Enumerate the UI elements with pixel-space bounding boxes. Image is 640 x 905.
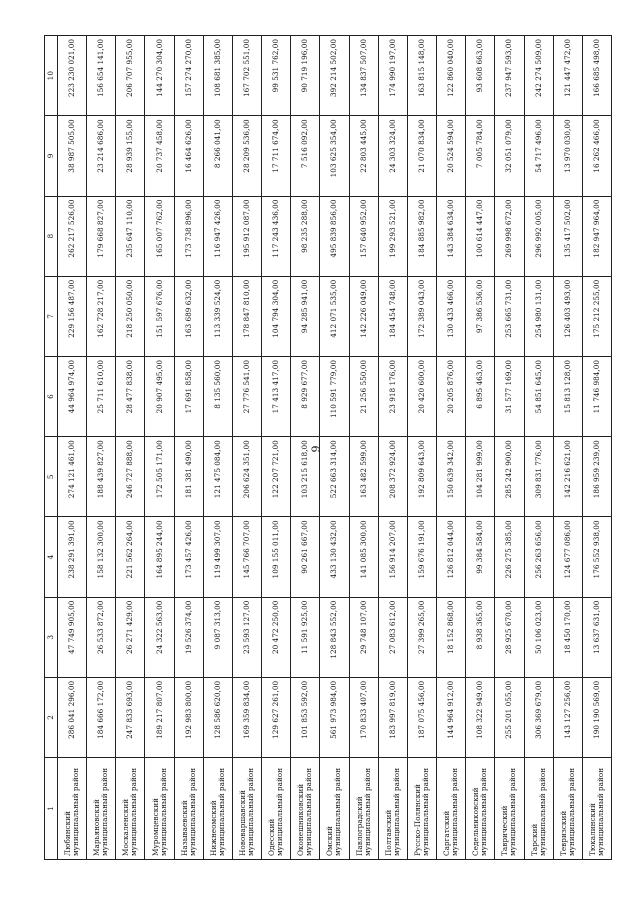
district-name-cell: Любинский муниципальный район <box>58 758 87 860</box>
rotated-table-sheet <box>44 35 612 860</box>
district-name-cell: Муромцевский муниципальный район <box>145 758 174 860</box>
district-name-cell: Москаленский муниципальный район <box>116 758 145 860</box>
amount-cell: 23 918 176,00 <box>378 356 407 436</box>
amount-cell: 28 477 838,00 <box>116 356 145 436</box>
amount-cell: 237 947 593,00 <box>495 36 524 116</box>
amount-cell: 246 727 888,00 <box>116 437 145 517</box>
amount-cell: 169 359 834,00 <box>232 677 261 757</box>
amount-cell: 8 929 677,00 <box>291 356 320 436</box>
amount-cell: 18 450 170,00 <box>553 597 582 677</box>
amount-cell: 20 420 600,00 <box>407 356 436 436</box>
amount-cell: 296 992 005,00 <box>524 196 553 276</box>
amount-cell: 247 833 693,00 <box>116 677 145 757</box>
amount-cell: 13 637 631,00 <box>582 597 611 677</box>
amount-cell: 143 384 634,00 <box>437 196 466 276</box>
district-name-cell: Русско-Полянский муниципальный район <box>407 758 436 860</box>
amount-cell: 221 562 264,00 <box>116 517 145 597</box>
table-row <box>87 36 116 860</box>
table-row <box>58 36 87 860</box>
column-header: 4 <box>45 517 58 597</box>
amount-cell: 20 737 458,00 <box>145 116 174 196</box>
amount-cell: 26 271 429,00 <box>116 597 145 677</box>
amount-cell: 223 230 021,00 <box>58 36 87 116</box>
amount-cell: 229 156 487,00 <box>58 276 87 356</box>
column-header: 9 <box>45 116 58 196</box>
amount-cell: 306 369 679,00 <box>524 677 553 757</box>
column-header: 7 <box>45 276 58 356</box>
amount-cell: 412 071 535,00 <box>320 276 349 356</box>
amount-cell: 269 998 672,00 <box>495 196 524 276</box>
district-name-cell: Тарский муниципальный район <box>524 758 553 860</box>
amount-cell: 238 291 391,00 <box>58 517 87 597</box>
district-name-cell: Павлоградский муниципальный район <box>349 758 378 860</box>
district-name-cell: Марьяновский муниципальный район <box>87 758 116 860</box>
district-name-cell: Седельниковский муниципальный район <box>466 758 495 860</box>
district-name-cell: Оконешниковский муниципальный район <box>291 758 320 860</box>
amount-cell: 20 472 250,00 <box>262 597 291 677</box>
amount-cell: 309 831 776,00 <box>524 437 553 517</box>
amount-cell: 27 399 265,00 <box>407 597 436 677</box>
amount-cell: 124 677 086,00 <box>553 517 582 597</box>
amount-cell: 157 640 952,00 <box>349 196 378 276</box>
amount-cell: 176 552 938,00 <box>582 517 611 597</box>
amount-cell: 226 275 385,00 <box>495 517 524 597</box>
amount-cell: 144 270 304,00 <box>145 36 174 116</box>
table-row <box>437 36 466 860</box>
table-row <box>466 36 495 860</box>
amount-cell: 17 711 674,00 <box>262 116 291 196</box>
amount-cell: 172 505 171,00 <box>145 437 174 517</box>
amount-cell: 192 983 800,00 <box>174 677 203 757</box>
column-header: 8 <box>45 196 58 276</box>
amount-cell: 178 847 810,00 <box>232 276 261 356</box>
amount-cell: 126 403 493,00 <box>553 276 582 356</box>
amount-cell: 20 524 594,00 <box>437 116 466 196</box>
amount-cell: 7 516 092,00 <box>291 116 320 196</box>
amount-cell: 166 685 498,00 <box>582 36 611 116</box>
amount-cell: 122 207 721,00 <box>262 437 291 517</box>
amount-cell: 183 997 819,00 <box>378 677 407 757</box>
amount-cell: 392 214 502,00 <box>320 36 349 116</box>
amount-cell: 187 075 456,00 <box>407 677 436 757</box>
amount-cell: 495 839 856,00 <box>320 196 349 276</box>
amount-cell: 186 959 239,00 <box>582 437 611 517</box>
amount-cell: 141 085 300,00 <box>349 517 378 597</box>
amount-cell: 172 389 043,00 <box>407 276 436 356</box>
amount-cell: 103 625 354,00 <box>320 116 349 196</box>
amount-cell: 13 970 030,00 <box>553 116 582 196</box>
amount-cell: 94 285 941,00 <box>291 276 320 356</box>
amount-cell: 24 322 563,00 <box>145 597 174 677</box>
amount-cell: 142 226 049,00 <box>349 276 378 356</box>
table-row <box>553 36 582 860</box>
amount-cell: 174 990 197,00 <box>378 36 407 116</box>
amount-cell: 253 665 731,00 <box>495 276 524 356</box>
amount-cell: 31 577 169,00 <box>495 356 524 436</box>
table-row <box>203 36 232 860</box>
amount-cell: 11 591 925,00 <box>291 597 320 677</box>
amount-cell: 144 964 912,00 <box>437 677 466 757</box>
district-name-cell: Нововаршавский муниципальный район <box>232 758 261 860</box>
amount-cell: 159 676 191,00 <box>407 517 436 597</box>
column-header: 3 <box>45 597 58 677</box>
amount-cell: 24 303 324,00 <box>378 116 407 196</box>
amount-cell: 173 457 426,00 <box>174 517 203 597</box>
amount-cell: 27 083 612,00 <box>378 597 407 677</box>
budget-table <box>44 35 612 860</box>
amount-cell: 145 766 707,00 <box>232 517 261 597</box>
amount-cell: 97 386 536,00 <box>466 276 495 356</box>
amount-cell: 208 372 924,00 <box>378 437 407 517</box>
amount-cell: 119 499 307,00 <box>203 517 232 597</box>
amount-cell: 206 624 351,00 <box>232 437 261 517</box>
table-row <box>174 36 203 860</box>
amount-cell: 16 262 466,00 <box>582 116 611 196</box>
column-header: 5 <box>45 437 58 517</box>
amount-cell: 27 776 541,00 <box>232 356 261 436</box>
amount-cell: 190 190 569,00 <box>582 677 611 757</box>
district-name-cell: Нижнеомский муниципальный район <box>203 758 232 860</box>
amount-cell: 164 895 244,00 <box>145 517 174 597</box>
amount-cell: 23 593 127,00 <box>232 597 261 677</box>
amount-cell: 218 250 050,00 <box>116 276 145 356</box>
amount-cell: 50 106 023,00 <box>524 597 553 677</box>
amount-cell: 21 256 550,00 <box>349 356 378 436</box>
table-header-row <box>45 36 58 860</box>
table-row <box>145 36 174 860</box>
column-header: 6 <box>45 356 58 436</box>
amount-cell: 20 907 495,00 <box>145 356 174 436</box>
amount-cell: 167 702 551,00 <box>232 36 261 116</box>
table-row <box>582 36 611 860</box>
amount-cell: 285 242 900,00 <box>495 437 524 517</box>
district-name-cell: Саргатский муниципальный район <box>437 758 466 860</box>
amount-cell: 286 041 296,00 <box>58 677 87 757</box>
amount-cell: 235 647 110,00 <box>116 196 145 276</box>
amount-cell: 256 263 656,00 <box>524 517 553 597</box>
amount-cell: 189 217 807,00 <box>145 677 174 757</box>
amount-cell: 195 912 087,00 <box>232 196 261 276</box>
amount-cell: 163 689 632,00 <box>174 276 203 356</box>
amount-cell: 262 217 526,00 <box>58 196 87 276</box>
amount-cell: 116 947 426,00 <box>203 196 232 276</box>
amount-cell: 242 274 509,00 <box>524 36 553 116</box>
table-row <box>378 36 407 860</box>
district-name-cell: Таврический муниципальный район <box>495 758 524 860</box>
district-name-cell: Полтавский муниципальный район <box>378 758 407 860</box>
amount-cell: 8 135 560,00 <box>203 356 232 436</box>
amount-cell: 170 833 407,00 <box>349 677 378 757</box>
amount-cell: 28 925 670,00 <box>495 597 524 677</box>
amount-cell: 98 235 288,00 <box>291 196 320 276</box>
amount-cell: 143 127 256,00 <box>553 677 582 757</box>
table-row <box>291 36 320 860</box>
amount-cell: 23 214 686,00 <box>87 116 116 196</box>
amount-cell: 8 938 365,00 <box>466 597 495 677</box>
amount-cell: 38 987 505,00 <box>58 116 87 196</box>
amount-cell: 108 322 949,00 <box>466 677 495 757</box>
amount-cell: 158 132 300,00 <box>87 517 116 597</box>
amount-cell: 20 205 876,00 <box>437 356 466 436</box>
amount-cell: 162 728 217,00 <box>87 276 116 356</box>
amount-cell: 130 433 466,00 <box>437 276 466 356</box>
table-row <box>262 36 291 860</box>
district-name-cell: Одесский муниципальный район <box>262 758 291 860</box>
amount-cell: 206 707 955,00 <box>116 36 145 116</box>
amount-cell: 135 417 502,00 <box>553 196 582 276</box>
amount-cell: 163 482 599,00 <box>349 437 378 517</box>
amount-cell: 25 711 610,00 <box>87 356 116 436</box>
amount-cell: 103 215 618,00 <box>291 437 320 517</box>
amount-cell: 28 939 155,00 <box>116 116 145 196</box>
amount-cell: 121 447 472,00 <box>553 36 582 116</box>
amount-cell: 184 454 748,00 <box>378 276 407 356</box>
table-row <box>320 36 349 860</box>
amount-cell: 274 121 461,00 <box>58 437 87 517</box>
amount-cell: 175 212 255,00 <box>582 276 611 356</box>
amount-cell: 117 243 436,00 <box>262 196 291 276</box>
district-name-cell: Называевский муниципальный район <box>174 758 203 860</box>
table-row <box>349 36 378 860</box>
district-name-cell: Тевризский муниципальный район <box>553 758 582 860</box>
amount-cell: 11 746 984,00 <box>582 356 611 436</box>
amount-cell: 157 274 270,00 <box>174 36 203 116</box>
amount-cell: 184 666 172,00 <box>87 677 116 757</box>
amount-cell: 522 663 314,00 <box>320 437 349 517</box>
amount-cell: 156 654 141,00 <box>87 36 116 116</box>
amount-cell: 104 794 304,00 <box>262 276 291 356</box>
amount-cell: 100 614 447,00 <box>466 196 495 276</box>
amount-cell: 156 914 207,00 <box>378 517 407 597</box>
amount-cell: 561 973 984,00 <box>320 677 349 757</box>
amount-cell: 179 668 827,00 <box>87 196 116 276</box>
amount-cell: 122 860 040,00 <box>437 36 466 116</box>
amount-cell: 19 526 374,00 <box>174 597 203 677</box>
table-body <box>58 36 612 860</box>
amount-cell: 47 749 905,00 <box>58 597 87 677</box>
amount-cell: 150 639 342,00 <box>437 437 466 517</box>
amount-cell: 108 681 385,00 <box>203 36 232 116</box>
amount-cell: 192 809 643,00 <box>407 437 436 517</box>
amount-cell: 433 130 432,00 <box>320 517 349 597</box>
amount-cell: 15 813 128,00 <box>553 356 582 436</box>
table-row <box>232 36 261 860</box>
amount-cell: 99 384 584,00 <box>466 517 495 597</box>
amount-cell: 129 627 261,00 <box>262 677 291 757</box>
column-header: 2 <box>45 677 58 757</box>
amount-cell: 255 201 055,00 <box>495 677 524 757</box>
amount-cell: 29 748 107,00 <box>349 597 378 677</box>
amount-cell: 142 216 621,00 <box>553 437 582 517</box>
amount-cell: 26 533 872,00 <box>87 597 116 677</box>
amount-cell: 113 339 524,00 <box>203 276 232 356</box>
amount-cell: 93 608 663,00 <box>466 36 495 116</box>
amount-cell: 17 413 417,00 <box>262 356 291 436</box>
amount-cell: 126 812 044,00 <box>437 517 466 597</box>
amount-cell: 110 591 779,00 <box>320 356 349 436</box>
amount-cell: 54 717 496,00 <box>524 116 553 196</box>
amount-cell: 128 586 620,00 <box>203 677 232 757</box>
table-row <box>495 36 524 860</box>
amount-cell: 104 281 999,00 <box>466 437 495 517</box>
amount-cell: 121 475 084,00 <box>203 437 232 517</box>
table-row <box>116 36 145 860</box>
amount-cell: 99 531 762,00 <box>262 36 291 116</box>
amount-cell: 6 895 463,00 <box>466 356 495 436</box>
amount-cell: 151 597 676,00 <box>145 276 174 356</box>
amount-cell: 173 738 896,00 <box>174 196 203 276</box>
amount-cell: 199 293 521,00 <box>378 196 407 276</box>
amount-cell: 90 261 667,00 <box>291 517 320 597</box>
amount-cell: 109 155 011,00 <box>262 517 291 597</box>
amount-cell: 188 439 827,00 <box>87 437 116 517</box>
amount-cell: 184 885 982,00 <box>407 196 436 276</box>
district-name-cell: Тюкалинский муниципальный район <box>582 758 611 860</box>
page-number: 9 <box>309 445 323 453</box>
amount-cell: 18 152 868,00 <box>437 597 466 677</box>
amount-cell: 128 843 552,00 <box>320 597 349 677</box>
amount-cell: 7 005 784,00 <box>466 116 495 196</box>
table-row <box>524 36 553 860</box>
amount-cell: 16 464 626,00 <box>174 116 203 196</box>
amount-cell: 181 381 490,00 <box>174 437 203 517</box>
amount-cell: 182 947 964,00 <box>582 196 611 276</box>
amount-cell: 21 070 834,00 <box>407 116 436 196</box>
amount-cell: 165 007 762,00 <box>145 196 174 276</box>
district-name-cell: Омский муниципальный район <box>320 758 349 860</box>
amount-cell: 28 209 536,00 <box>232 116 261 196</box>
amount-cell: 32 051 079,00 <box>495 116 524 196</box>
amount-cell: 254 980 131,00 <box>524 276 553 356</box>
amount-cell: 163 815 148,00 <box>407 36 436 116</box>
amount-cell: 9 087 313,00 <box>203 597 232 677</box>
amount-cell: 22 803 445,00 <box>349 116 378 196</box>
amount-cell: 134 837 507,00 <box>349 36 378 116</box>
column-header: 1 <box>45 758 58 860</box>
amount-cell: 8 266 041,00 <box>203 116 232 196</box>
amount-cell: 90 719 196,00 <box>291 36 320 116</box>
amount-cell: 17 691 858,00 <box>174 356 203 436</box>
column-header: 10 <box>45 36 58 116</box>
table-row <box>407 36 436 860</box>
amount-cell: 101 853 592,00 <box>291 677 320 757</box>
amount-cell: 44 964 974,00 <box>58 356 87 436</box>
amount-cell: 54 851 645,00 <box>524 356 553 436</box>
